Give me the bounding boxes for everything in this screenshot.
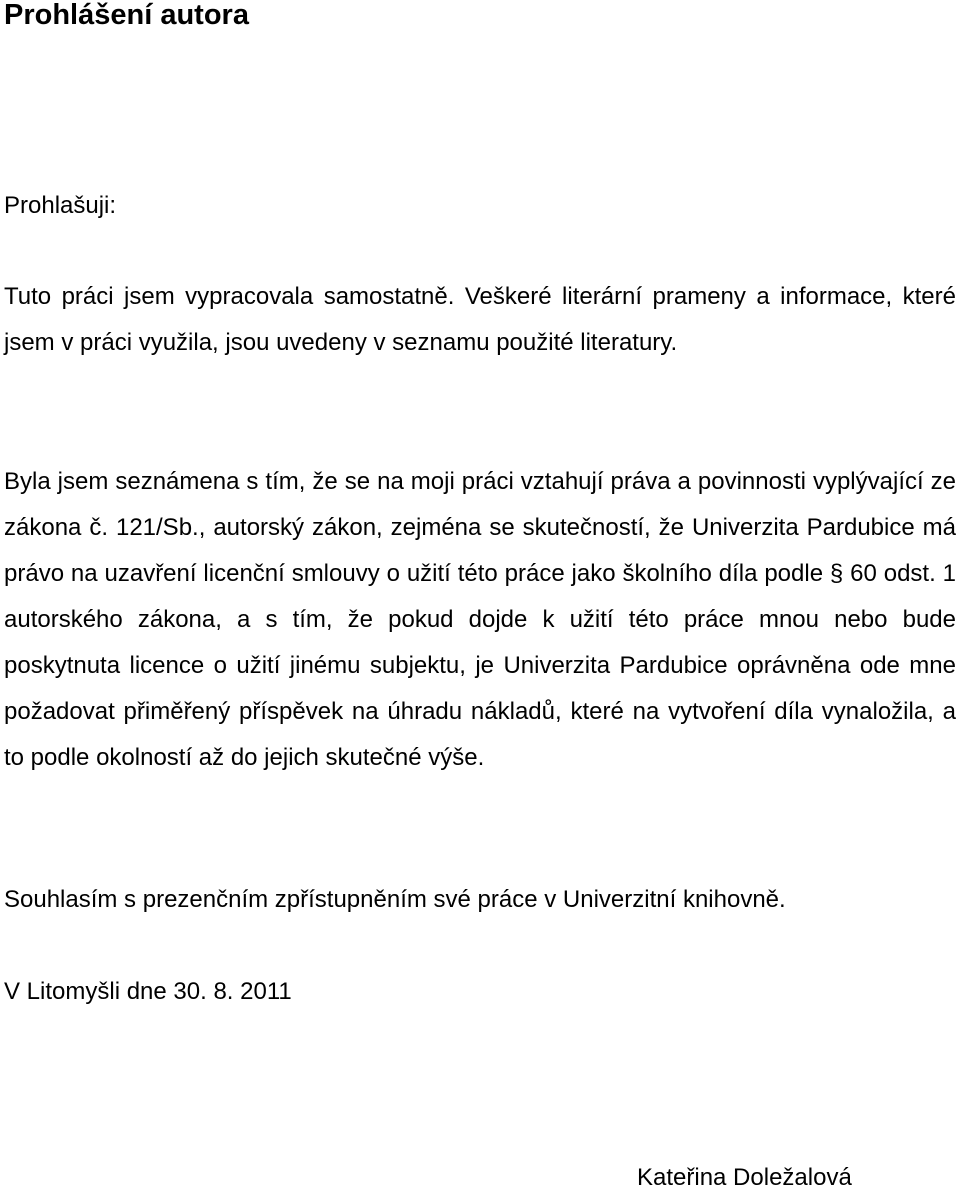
declaration-paragraph-originality: Tuto práci jsem vypracovala samostatně. Veškeré literární prameny a informace, které jsem v práci využila, jsou uvedeny v seznamu použité literatury.	[4, 283, 956, 356]
declaration-paragraph-copyright: Byla jsem seznámena s tím, že se na moji práci vztahují práva a povinnosti vyplývající ze zákona č. 121/Sb., autorský zákon, zejména se skutečností, že Univerzita Pardubice má právo na uzavření licenční smlouvy o užití této práce jako školního díla podle § 60 odst. 1 autorského zákona, a s tím, že pokud dojde k užití této práce mnou nebo bude poskytnuta licence o užití jinému subjektu, je Univerzita Pardubice oprávněna ode mne požadovat přiměřený příspěvek na úhradu nákladů, které na vytvoření díla vynaložila, a to podle okolností až do jejich skutečné výše.	[4, 468, 956, 771]
page-title: Prohlášení autora	[4, 0, 249, 31]
place-and-date: V Litomyšli dne 30. 8. 2011	[4, 978, 292, 1005]
author-signature-name: Kateřina Doležalová	[637, 1164, 852, 1191]
declaration-paragraph-library-consent: Souhlasím s prezenčním zpřístupněním své práce v Univerzitní knihovně.	[4, 886, 786, 913]
declaration-intro: Prohlašuji:	[4, 192, 117, 219]
